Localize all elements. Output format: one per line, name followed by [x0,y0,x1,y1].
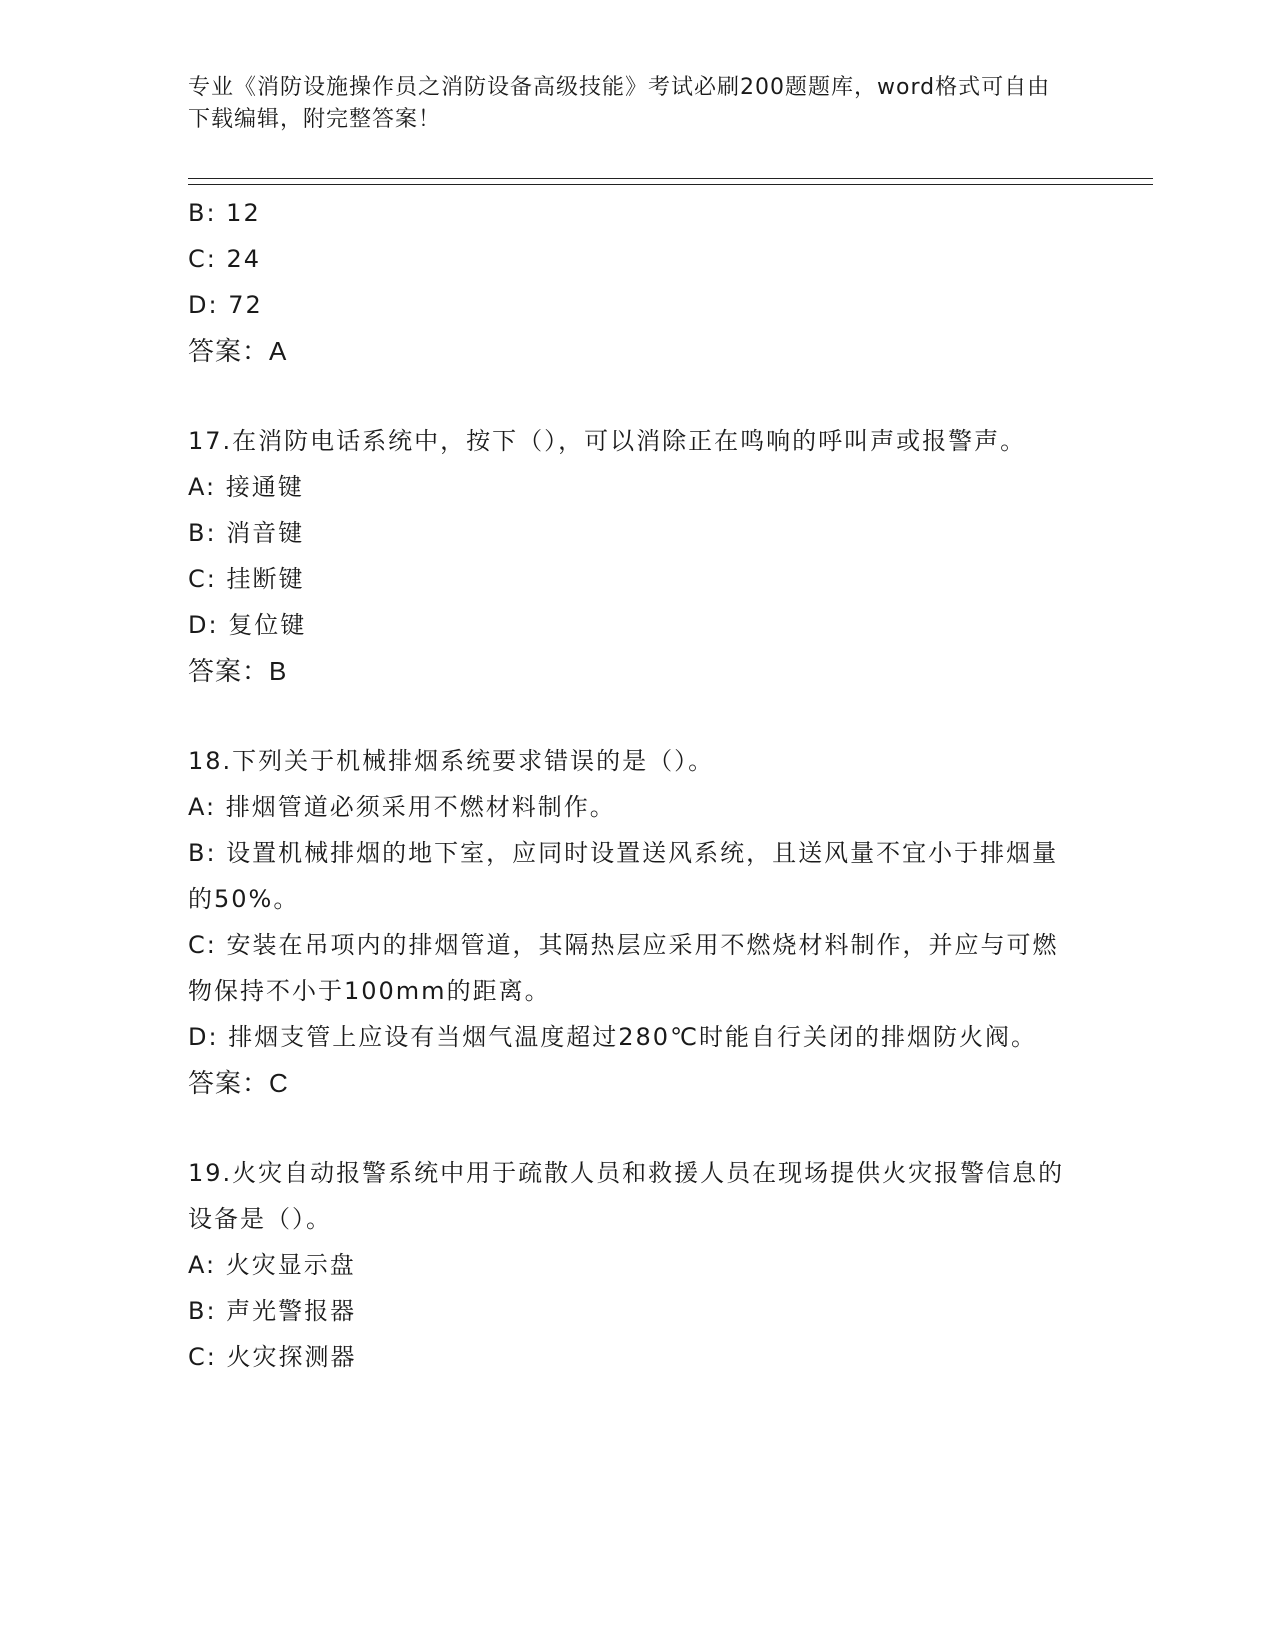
option-c: C: 安装在吊项内的排烟管道，其隔热层应采用不燃烧材料制作，并应与可燃物保持不小于100mm的距离。 [188,931,1059,1005]
header-divider-bottom [188,184,1153,185]
option-a: A: 接通键 [188,473,304,501]
option-c: C: 24 [188,245,262,273]
header-divider-top [188,178,1153,179]
option-a: A: 火灾显示盘 [188,1251,356,1279]
option-b: B: 声光警报器 [188,1297,357,1325]
option-c: C: 挂断键 [188,565,305,593]
header-text: 专业《消防设施操作员之消防设备高级技能》考试必刷200题题库，word格式可自由下载编辑，附完整答案！ [188,75,1051,132]
question-19 [188,1150,1078,1380]
option-c: C: 火灾探测器 [188,1343,357,1371]
option-b: B: 消音键 [188,519,305,547]
question-17 [188,418,1078,694]
question-18 [188,738,1078,1106]
option-b: B: 设置机械排烟的地下室，应同时设置送风系统，且送风量不宜小于排烟量的50%。 [188,839,1059,913]
option-a: A: 排烟管道必须采用不燃材料制作。 [188,793,616,821]
option-d: D: 72 [188,291,263,319]
answer-line: 答案：B [188,656,288,686]
answer-line: 答案：C [188,1068,289,1098]
option-d: D: 排烟支管上应设有当烟气温度超过280℃时能自行关闭的排烟防火阀。 [188,1023,1037,1051]
option-d: D: 复位键 [188,611,307,639]
question-stem: 17.在消防电话系统中，按下（），可以消除正在鸣响的呼叫声或报警声。 [188,427,1027,455]
option-b: B: 12 [188,199,261,227]
question-stem: 18.下列关于机械排烟系统要求错误的是（）。 [188,747,715,775]
answer-line: 答案：A [188,336,288,366]
document-header [188,72,1068,136]
question-stem: 19.火灾自动报警系统中用于疏散人员和救援人员在现场提供火灾报警信息的设备是（）。 [188,1159,1065,1233]
previous-question-tail [188,190,1078,374]
question-content [188,190,1078,1380]
